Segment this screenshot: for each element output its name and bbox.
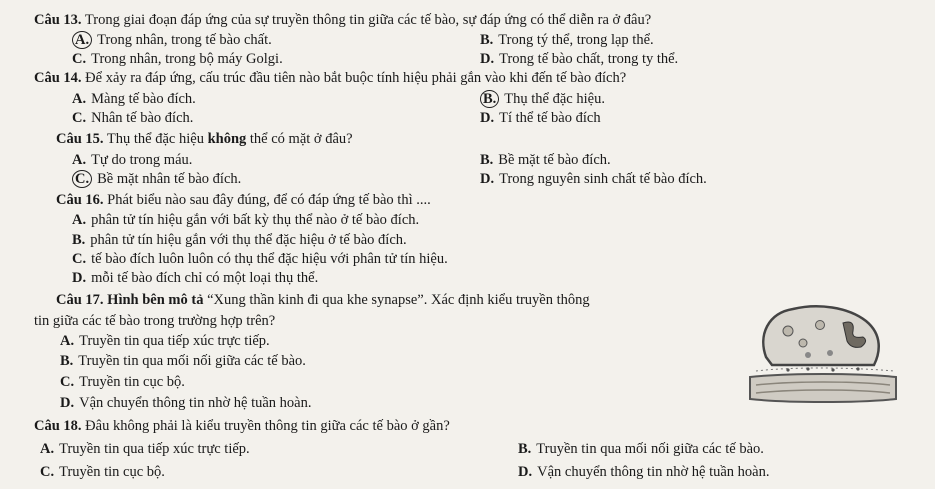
question-18-option-a: A. Truyền tin qua tiếp xúc trực tiếp.: [40, 441, 250, 457]
question-15-option-d: D. Trong nguyên sinh chất tế bào đích.: [480, 171, 707, 187]
question-18-option-d: D. Vận chuyển thông tin nhờ hệ tuần hoàn.: [518, 464, 770, 480]
question-17-title-line2: tin giữa các tế bào trong trường hợp trên?: [34, 313, 276, 329]
question-16-title: Câu 16. Phát biểu nào sau đây đúng, để có đáp ứng tế bào thì ....: [56, 192, 431, 208]
question-13-option-a: A. Trong nhân, trong tế bào chất.: [72, 32, 272, 49]
question-18-option-c: C. Truyền tin cục bộ.: [40, 464, 165, 480]
synapse-figure: [748, 295, 898, 413]
question-14-title: Câu 14. Để xảy ra đáp ứng, cấu trúc đầu tiên nào bắt buộc tính hiệu phải gắn vào khi đến tế bào đích?: [34, 70, 627, 86]
question-17-option-d: D. Vận chuyển thông tin nhờ hệ tuần hoàn.: [60, 395, 312, 411]
question-18-title: Câu 18. Đâu không phải là kiểu truyền thông tin giữa các tế bào ở gần?: [34, 418, 450, 434]
presynaptic-terminal: [763, 306, 878, 365]
question-14-option-a: A. Màng tế bào đích.: [72, 91, 196, 107]
question-15-title: Câu 15. Thụ thể đặc hiệu không thể có mặt ở đâu?: [56, 131, 353, 147]
question-16-option-a: A. phân tử tín hiệu gắn với bất kỳ thụ thể nào ở tế bào đích.: [72, 212, 420, 228]
question-13-title: Câu 13. Trong giai đoạn đáp ứng của sự truyền thông tin giữa các tế bào, sự đáp ứng có thể diễn ra ở đâu?: [34, 12, 652, 28]
question-16-option-d: D. mỗi tế bào đích chỉ có một loại thụ thể.: [72, 270, 319, 286]
question-16-option-c: C. tế bào đích luôn luôn có thụ thể đặc hiệu với phân tử tín hiệu.: [72, 251, 448, 267]
question-13-option-b: B. Trong tý thể, trong lạp thể.: [480, 32, 654, 48]
question-17-option-c: C. Truyền tin cục bộ.: [60, 374, 185, 390]
question-15-option-b: B. Bề mặt tế bào đích.: [480, 152, 611, 168]
question-14-option-b: B. Thụ thể đặc hiệu.: [480, 91, 605, 108]
question-14-option-c: C. Nhân tế bào đích.: [72, 110, 194, 126]
question-13-option-c: C. Trong nhân, trong bộ máy Golgi.: [72, 51, 283, 67]
postsynaptic-membrane: [750, 374, 896, 402]
synaptic-cleft: [756, 367, 894, 371]
question-14-option-d: D. Tí thể tế bào đích: [480, 110, 601, 126]
question-15-option-a: A. Tự do trong máu.: [72, 152, 193, 168]
question-16-option-b: B. phân tử tín hiệu gắn với thụ thể đặc hiệu ở tế bào đích.: [72, 232, 407, 248]
question-15-option-c: C. Bề mặt nhân tế bào đích.: [72, 171, 241, 188]
question-18-option-b: B. Truyền tin qua mối nối giữa các tế bào.: [518, 441, 764, 457]
question-17-title: Câu 17. Hình bên mô tả “Xung thần kinh đi qua khe synapse”. Xác định kiểu truyền thông: [56, 292, 590, 308]
question-17-option-a: A. Truyền tin qua tiếp xúc trực tiếp.: [60, 333, 270, 349]
question-17-option-b: B. Truyền tin qua mối nối giữa các tế bào.: [60, 353, 306, 369]
question-13-option-d: D. Trong tế bào chất, trong ty thể.: [480, 51, 679, 67]
